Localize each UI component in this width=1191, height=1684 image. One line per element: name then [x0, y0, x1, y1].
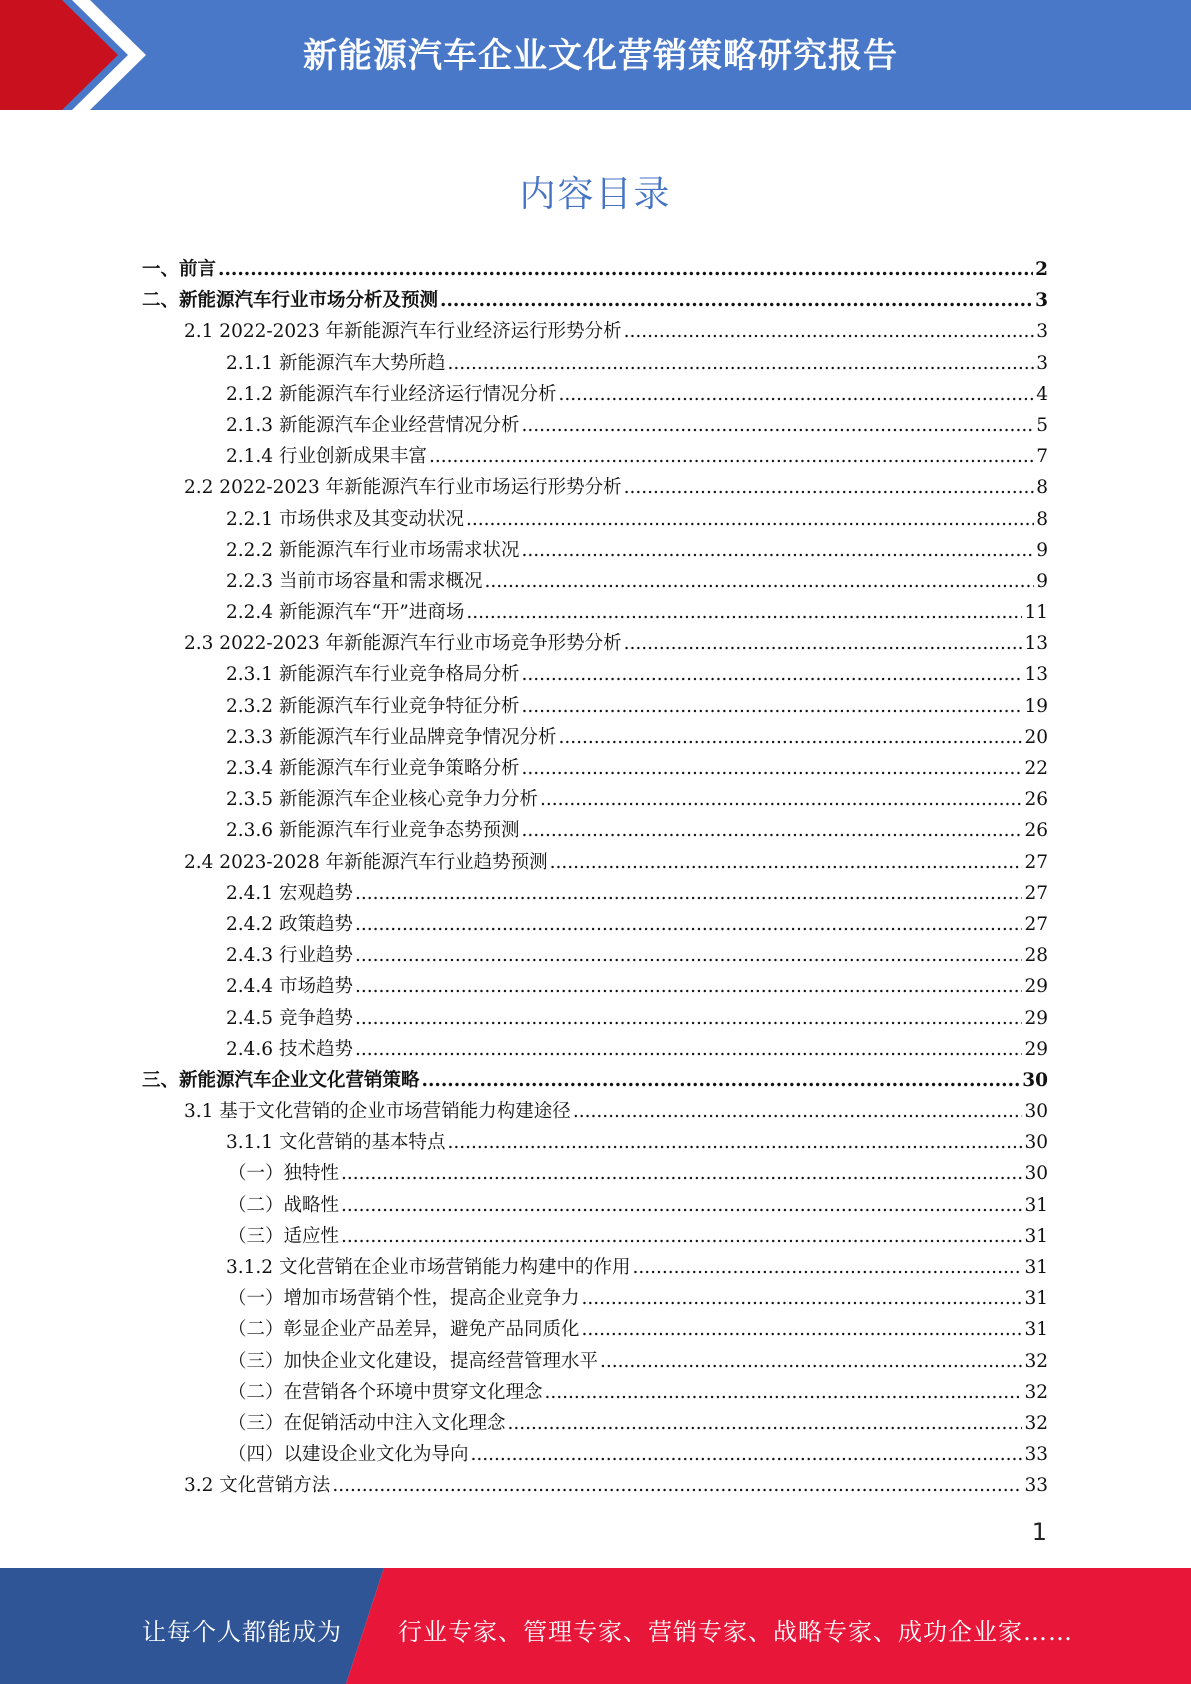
toc-entry-page: 31	[1024, 1257, 1048, 1278]
toc-entry-page: 27	[1024, 882, 1048, 904]
toc-entry[interactable]	[142, 1003, 1048, 1034]
toc-entry[interactable]	[142, 815, 1048, 846]
toc-entry-label: （三）加快企业文化建设，提高经营管理水平	[228, 1350, 599, 1372]
toc-dot-leader	[447, 348, 1034, 379]
toc-dot-leader	[558, 722, 1022, 753]
toc-entry-label: 2.4.3 行业趋势	[226, 945, 353, 967]
toc-entry-label: 3.1 基于文化营销的企业市场营销能力构建途径	[184, 1101, 571, 1123]
toc-heading: 内容目录	[519, 174, 672, 215]
toc-entry[interactable]	[142, 285, 1048, 316]
toc-entry-label: （二）在营销各个环境中贯穿文化理念	[228, 1381, 543, 1403]
toc-dot-leader	[521, 753, 1022, 784]
toc-entry-page: 26	[1024, 820, 1048, 842]
toc-entry-label: 2.1.4 行业创新成果丰富	[226, 446, 427, 468]
toc-dot-leader	[447, 1127, 1022, 1158]
toc-dot-leader	[550, 847, 1023, 878]
toc-entry[interactable]	[142, 1283, 1048, 1314]
report-title: 新能源汽车企业文化营销策略研究报告	[303, 36, 898, 76]
toc-dot-leader	[624, 316, 1035, 347]
toc-entry-label: 2.4.1 宏观趋势	[226, 882, 353, 904]
toc-entry-label: 2.2.2 新能源汽车行业市场需求状况	[226, 539, 520, 561]
toc-entry[interactable]	[142, 1470, 1048, 1501]
toc-entry-page: 9	[1036, 570, 1048, 592]
toc-entry-label: 三、新能源汽车企业文化营销策略	[142, 1069, 420, 1091]
toc-entry[interactable]	[142, 504, 1048, 535]
toc-entry[interactable]	[142, 1034, 1048, 1065]
toc-dot-leader	[521, 535, 1034, 566]
toc-entry[interactable]	[142, 1408, 1048, 1439]
table-of-contents	[142, 254, 1048, 1502]
toc-entry-label: （二）战略性	[228, 1194, 340, 1216]
toc-entry-label: 3.2 文化营销方法	[184, 1475, 331, 1497]
toc-entry-label: 2.3.3 新能源汽车行业品牌竞争情况分析	[226, 726, 557, 748]
toc-entry-page: 32	[1024, 1381, 1048, 1403]
toc-entry[interactable]	[142, 597, 1048, 628]
toc-entry[interactable]	[142, 971, 1048, 1002]
toc-entry-label: （一）独特性	[228, 1163, 340, 1185]
toc-entry[interactable]	[142, 1439, 1048, 1470]
toc-dot-leader	[600, 1346, 1022, 1377]
toc-entry-page: 3	[1035, 290, 1048, 312]
toc-dot-leader	[632, 1252, 1022, 1283]
toc-entry[interactable]	[142, 691, 1048, 722]
toc-dot-leader	[218, 254, 1033, 285]
toc-entry-label: 2.3.6 新能源汽车行业竞争态势预测	[226, 820, 520, 842]
toc-dot-leader	[429, 441, 1034, 472]
toc-entry[interactable]	[142, 784, 1048, 815]
toc-dot-leader	[484, 566, 1034, 597]
toc-entry-page: 13	[1024, 633, 1048, 655]
toc-entry[interactable]	[142, 628, 1048, 659]
toc-entry[interactable]	[142, 940, 1048, 971]
toc-dot-leader	[341, 1158, 1022, 1189]
toc-entry-label: 2.2 2022-2023 年新能源汽车行业市场运行形势分析	[184, 477, 622, 499]
toc-entry-label: 一、前言	[142, 259, 217, 280]
toc-entry[interactable]	[142, 316, 1048, 347]
toc-entry-label: （一）增加市场营销个性，提高企业竞争力	[228, 1288, 580, 1310]
toc-entry[interactable]	[142, 535, 1048, 566]
toc-entry[interactable]	[142, 1190, 1048, 1221]
toc-entry[interactable]	[142, 659, 1048, 690]
toc-entry-label: 2.1.1 新能源汽车大势所趋	[226, 352, 446, 374]
toc-entry[interactable]	[142, 472, 1048, 503]
toc-entry[interactable]	[142, 1096, 1048, 1127]
toc-entry[interactable]	[142, 441, 1048, 472]
toc-entry-page: 27	[1024, 913, 1048, 935]
toc-entry[interactable]	[142, 254, 1048, 285]
toc-entry-label: 2.1.2 新能源汽车行业经济运行情况分析	[226, 383, 557, 405]
toc-entry[interactable]	[142, 1127, 1048, 1158]
toc-entry-page: 13	[1024, 664, 1048, 686]
toc-dot-leader	[540, 784, 1022, 815]
toc-dot-leader	[355, 1034, 1023, 1065]
toc-entry-page: 3	[1036, 352, 1048, 374]
toc-dot-leader	[508, 1408, 1023, 1439]
toc-entry-page: 8	[1036, 508, 1048, 530]
toc-entry[interactable]	[142, 1221, 1048, 1252]
toc-entry[interactable]	[142, 1377, 1048, 1408]
toc-entry-page: 30	[1024, 1132, 1048, 1154]
toc-entry-page: 29	[1024, 976, 1048, 998]
toc-entry[interactable]	[142, 753, 1048, 784]
toc-dot-leader	[422, 1065, 1021, 1096]
toc-entry-page: 30	[1024, 1101, 1048, 1123]
toc-entry-label: （二）彰显企业产品差异，避免产品同质化	[228, 1319, 580, 1341]
toc-entry-page: 7	[1036, 446, 1048, 468]
toc-entry-label: （三）在促销活动中注入文化理念	[228, 1412, 506, 1434]
footer-slogan-left: 让每个人都能成为	[142, 1618, 342, 1646]
toc-entry[interactable]	[142, 847, 1048, 878]
toc-entry-page: 4	[1036, 383, 1048, 405]
toc-dot-leader	[521, 410, 1034, 441]
page-number: 1	[1031, 1518, 1047, 1546]
toc-dot-leader	[521, 815, 1022, 846]
toc-entry[interactable]	[142, 379, 1048, 410]
toc-entry-page: 9	[1036, 539, 1048, 561]
toc-dot-leader	[466, 597, 1022, 628]
toc-entry-label: 2.4.4 市场趋势	[226, 976, 353, 998]
toc-dot-leader	[582, 1314, 1023, 1345]
page-footer	[0, 1568, 1191, 1684]
toc-entry[interactable]	[142, 1158, 1048, 1189]
toc-entry[interactable]	[142, 1065, 1048, 1096]
toc-entry-page: 31	[1024, 1288, 1048, 1310]
toc-dot-leader	[466, 504, 1034, 535]
toc-entry-page: 30	[1022, 1069, 1048, 1091]
toc-dot-leader	[521, 691, 1022, 722]
toc-entry-label: 2.3 2022-2023 年新能源汽车行业市场竞争形势分析	[184, 633, 622, 655]
toc-entry-page: 30	[1024, 1163, 1048, 1185]
toc-entry[interactable]	[142, 410, 1048, 441]
toc-entry-page: 31	[1024, 1319, 1048, 1341]
toc-entry-page: 5	[1036, 414, 1048, 436]
toc-entry-page: 28	[1024, 945, 1048, 967]
toc-entry-label: 2.4.5 竞争趋势	[226, 1007, 353, 1029]
toc-entry-label: 2.3.5 新能源汽车企业核心竞争力分析	[226, 789, 538, 811]
toc-entry-page: 29	[1024, 1038, 1048, 1060]
toc-dot-leader	[355, 909, 1023, 940]
toc-entry-page: 2	[1035, 259, 1048, 280]
toc-entry-page: 33	[1024, 1444, 1048, 1466]
toc-dot-leader	[355, 878, 1023, 909]
toc-entry-label: 2.2.1 市场供求及其变动状况	[226, 508, 464, 530]
toc-entry-page: 32	[1024, 1412, 1048, 1434]
toc-entry-page: 8	[1036, 477, 1048, 499]
toc-entry-page: 22	[1024, 758, 1048, 779]
toc-entry-label: 2.3.2 新能源汽车行业竞争特征分析	[226, 695, 520, 717]
toc-dot-leader	[545, 1377, 1023, 1408]
toc-entry[interactable]	[142, 566, 1048, 597]
toc-entry-page: 26	[1024, 789, 1048, 811]
toc-dot-leader	[341, 1190, 1022, 1221]
toc-entry-page: 20	[1024, 726, 1048, 748]
toc-dot-leader	[624, 628, 1023, 659]
toc-entry-page: 29	[1024, 1007, 1048, 1029]
toc-dot-leader	[355, 940, 1023, 971]
toc-entry-label: 3.1.2 文化营销在企业市场营销能力构建中的作用	[226, 1257, 631, 1278]
toc-entry-page: 27	[1024, 851, 1048, 873]
toc-entry[interactable]	[142, 878, 1048, 909]
toc-entry-page: 31	[1024, 1225, 1048, 1247]
toc-entry-label: 2.4.2 政策趋势	[226, 913, 353, 935]
toc-entry[interactable]	[142, 909, 1048, 940]
toc-entry[interactable]	[142, 1252, 1048, 1283]
toc-entry-label: 2.4 2023-2028 年新能源汽车行业趋势预测	[184, 851, 548, 873]
toc-entry-label: 二、新能源汽车行业市场分析及预测	[142, 290, 439, 312]
toc-dot-leader	[440, 285, 1033, 316]
footer-slogan-right: 行业专家、管理专家、营销专家、战略专家、成功企业家……	[398, 1618, 1073, 1646]
toc-entry-label: 2.2.4 新能源汽车“开”进商场	[226, 602, 465, 624]
toc-dot-leader	[573, 1096, 1023, 1127]
toc-entry-page: 11	[1024, 602, 1048, 624]
toc-entry-label: 2.3.4 新能源汽车行业竞争策略分析	[226, 758, 520, 779]
toc-dot-leader	[355, 1003, 1023, 1034]
toc-dot-leader	[471, 1439, 1023, 1470]
toc-entry-page: 19	[1024, 695, 1048, 717]
toc-dot-leader	[521, 659, 1022, 690]
toc-entry[interactable]	[142, 348, 1048, 379]
toc-dot-leader	[332, 1470, 1022, 1501]
toc-entry-label: 2.4.6 技术趋势	[226, 1038, 353, 1060]
toc-entry-label: 3.1.1 文化营销的基本特点	[226, 1132, 446, 1154]
toc-dot-leader	[558, 379, 1034, 410]
toc-entry-page: 32	[1024, 1350, 1048, 1372]
toc-entry-label: 2.3.1 新能源汽车行业竞争格局分析	[226, 664, 520, 686]
toc-dot-leader	[582, 1283, 1023, 1314]
toc-dot-leader	[355, 971, 1023, 1002]
toc-entry-page: 3	[1036, 321, 1048, 343]
toc-entry-label: （三）适应性	[228, 1225, 340, 1247]
report-header	[0, 0, 1191, 110]
toc-entry-label: 2.1 2022-2023 年新能源汽车行业经济运行形势分析	[184, 321, 622, 343]
toc-entry-label: 2.2.3 当前市场容量和需求概况	[226, 570, 483, 592]
toc-entry-label: （四）以建设企业文化为导向	[228, 1444, 469, 1466]
toc-entry[interactable]	[142, 1314, 1048, 1345]
toc-dot-leader	[624, 472, 1035, 503]
toc-entry-page: 33	[1024, 1475, 1048, 1497]
toc-entry[interactable]	[142, 722, 1048, 753]
toc-entry-label: 2.1.3 新能源汽车企业经营情况分析	[226, 414, 520, 436]
toc-entry[interactable]	[142, 1346, 1048, 1377]
toc-dot-leader	[341, 1221, 1022, 1252]
toc-entry-page: 31	[1024, 1194, 1048, 1216]
